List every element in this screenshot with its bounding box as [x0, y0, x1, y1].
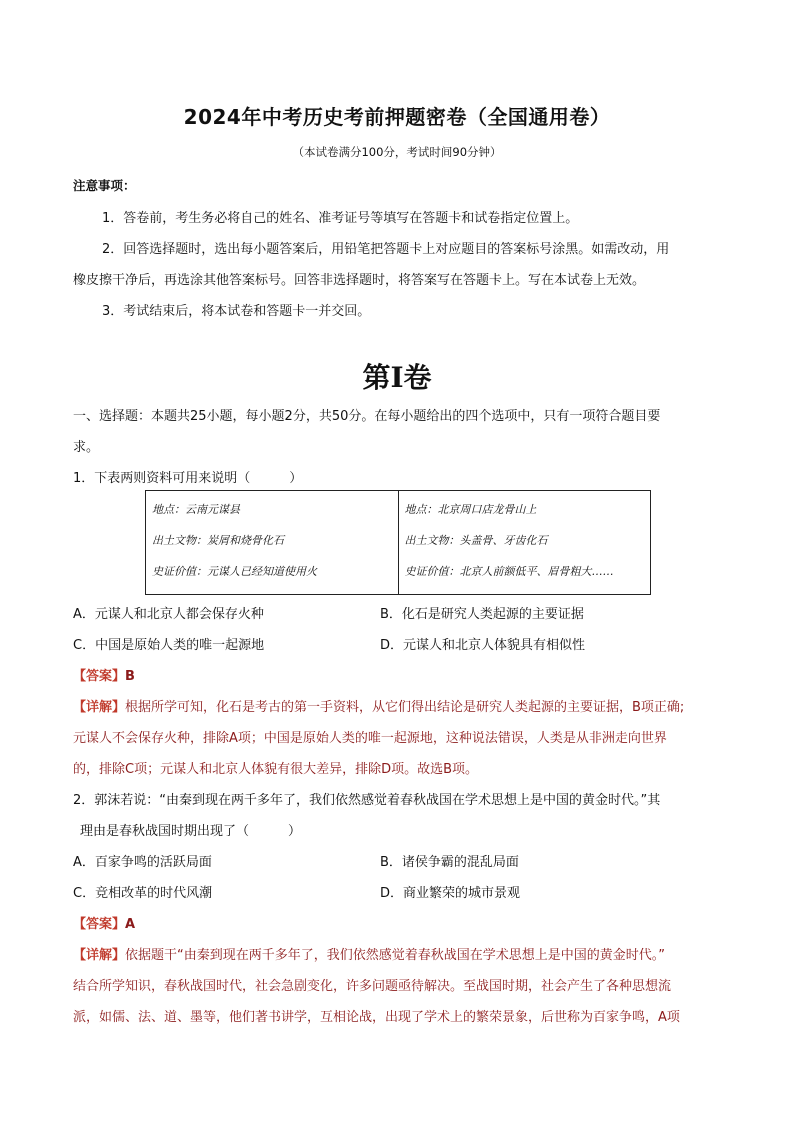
instructions-line: 求。	[73, 440, 100, 455]
answer-line	[73, 913, 135, 932]
answer-tag: 【答案】	[73, 669, 126, 684]
page-title: 2024年中考历史考前押题密卷（全国通用卷）	[183, 105, 611, 129]
table-cell: 出土文物：头盖骨、牙齿化石	[404, 534, 548, 547]
notice-heading: 注意事项：	[73, 178, 136, 193]
detail-line: 派，如儒、法、道、墨等，他们著书讲学，互相论战，出现了学术上的繁荣景象，后世称为百家争鸣，A项	[73, 1010, 680, 1025]
option-c: C．竞相改革的时代风潮	[73, 886, 213, 901]
detail-tag: 【详解】	[73, 700, 126, 715]
table-cell: 史证价值：元谋人已经知道使用火	[152, 565, 317, 578]
table-cell: 出土文物：炭屑和烧骨化石	[152, 534, 284, 547]
option-a: A．百家争鸣的活跃局面	[73, 855, 212, 870]
source-table-left	[146, 491, 399, 595]
detail-tag: 【详解】	[73, 948, 126, 963]
option-a: A．元谋人和北京人都会保存火种	[73, 607, 264, 622]
table-cell: 史证价值：北京人前额低平、眉骨粗大……	[404, 565, 614, 578]
notice-line: 橡皮擦干净后，再选涂其他答案标号。回答非选择题时，将答案写在答题卡上。写在本试卷上无效。	[73, 273, 646, 288]
option-d: D．商业繁荣的城市景观	[380, 886, 521, 901]
notice-line: 2．回答选择题时，选出每小题答案后，用铅笔把答题卡上对应题目的答案标号涂黑。如需改动，用	[102, 242, 670, 257]
option-c: C．中国是原始人类的唯一起源地	[73, 638, 265, 653]
option-b: B．诸侯争霸的混乱局面	[380, 855, 519, 870]
question-2-stem: 理由是春秋战国时期出现了（ ）	[80, 824, 302, 839]
notice-line: 3．考试结束后，将本试卷和答题卡一并交回。	[102, 304, 371, 319]
notice-line: 1．答卷前，考生务必将自己的姓名、准考证号等填写在答题卡和试卷指定位置上。	[102, 211, 579, 226]
answer-value: A	[125, 917, 136, 932]
detail-text: 根据所学可知，化石是考古的第一手资料，从它们得出结论是研究人类起源的主要证据，B项正确;	[125, 700, 685, 715]
instructions-line: 一、选择题：本题共25小题，每小题2分，共50分。在每小题给出的四个选项中，只有一项符合题目要	[73, 409, 661, 424]
source-table	[145, 490, 651, 595]
option-b: B．化石是研究人类起源的主要证据	[380, 607, 584, 622]
detail-line: 元谋人不会保存火种，排除A项；中国是原始人类的唯一起源地，这种说法错误，人类是从非洲走向世界	[73, 731, 667, 746]
source-table-right	[398, 491, 651, 595]
detail-line: 的，排除C项；元谋人和北京人体貌有很大差异，排除D项。故选B项。	[73, 762, 479, 777]
detail-text: 依据题干“由秦到现在两千多年了，我们依然感觉着春秋战国在学术思想上是中国的黄金时代。”	[125, 948, 665, 963]
exam-subtitle: （本试卷满分100分，考试时间90分钟）	[292, 145, 502, 159]
table-cell: 地点：北京周口店龙骨山上	[404, 503, 537, 516]
detail-line	[73, 944, 665, 963]
answer-line	[73, 665, 135, 684]
question-1-stem: 1．下表两则资料可用来说明（ ）	[73, 471, 303, 486]
option-d: D．元谋人和北京人体貌具有相似性	[380, 638, 586, 653]
answer-tag: 【答案】	[73, 917, 126, 932]
answer-value: B	[125, 669, 135, 684]
table-cell: 地点：云南元谋县	[152, 503, 240, 516]
section-title: 第Ⅰ卷	[362, 361, 432, 394]
detail-line: 结合所学知识，春秋战国时代，社会急剧变化，许多问题亟待解决。至战国时期，社会产生了各种思想流	[73, 979, 672, 994]
detail-line	[73, 696, 684, 715]
question-2-stem: 2．郭沫若说：“由秦到现在两千多年了，我们依然感觉着春秋战国在学术思想上是中国的黄金时代。”其	[73, 793, 661, 808]
